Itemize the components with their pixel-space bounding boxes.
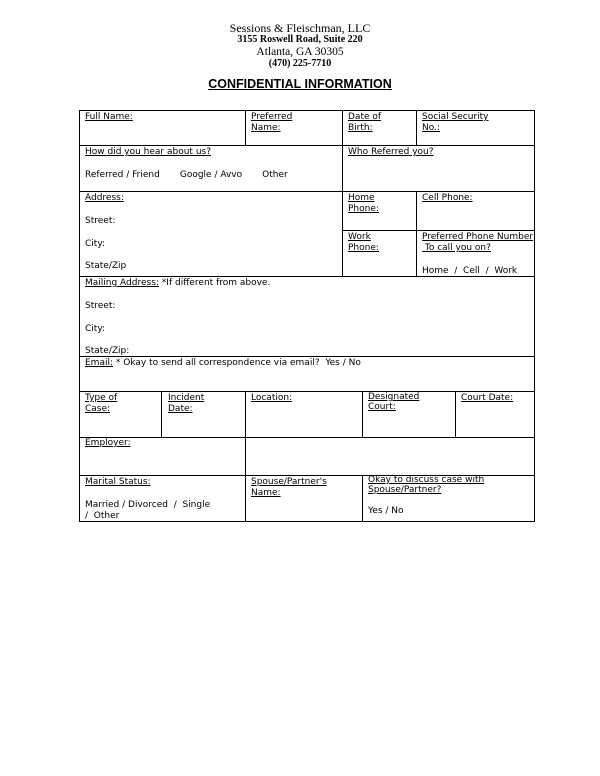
spouse-name-label: Spouse/Partner's <box>251 477 327 487</box>
discuss-case-label: Okay to discuss case with <box>368 475 485 485</box>
mailing-address-label: Mailing Address: <box>85 278 159 288</box>
referral-source-label: How did you hear about us? <box>85 147 211 157</box>
discuss-case-options: Yes / No <box>368 506 404 516</box>
mailing-state-zip-label: State/Zip: <box>85 346 130 356</box>
home-phone-label: Phone: <box>348 204 379 214</box>
date-of-birth-label: Date of <box>348 112 382 122</box>
home-phone-label: Home <box>348 193 375 203</box>
mailing-address-note: *If different from above. <box>158 278 271 288</box>
location-label: Location: <box>251 393 293 403</box>
table-border-bottom <box>79 521 535 522</box>
preferred-name-label: Preferred <box>251 112 293 122</box>
divider <box>245 475 246 521</box>
preferred-phone-label: To call you on? <box>422 243 491 253</box>
email-consent-note: * Okay to send all correspondence via email? Yes / No <box>113 358 361 368</box>
referral-source-options: Referred / Friend Google / Avvo Other <box>85 170 288 180</box>
incident-date-label: Incident <box>168 393 205 403</box>
marital-status-options: / Other <box>85 511 120 521</box>
firm-address-line2: Atlanta, GA 30305 <box>256 46 344 58</box>
divider <box>245 391 246 437</box>
divider <box>245 437 246 475</box>
work-phone-label: Phone: <box>348 243 379 253</box>
date-of-birth-label: Birth: <box>348 123 373 133</box>
table-border-top <box>79 110 535 111</box>
address-label: Address: <box>85 193 124 203</box>
email-row <box>85 358 361 369</box>
designated-court-label: Court: <box>368 402 396 412</box>
discuss-case-label: Spouse/Partner? <box>368 485 442 495</box>
street-label: Street: <box>85 216 116 226</box>
incident-date-label: Date: <box>168 404 193 414</box>
divider <box>245 110 246 145</box>
divider <box>416 110 417 145</box>
table-border-left <box>79 110 80 522</box>
divider <box>79 356 535 357</box>
employer-label: Employer: <box>85 438 131 448</box>
marital-status-label: Marital Status: <box>85 477 151 487</box>
ssn-label: Social Security <box>422 112 489 122</box>
spouse-name-label: Name: <box>251 488 281 498</box>
divider <box>455 391 456 437</box>
email-label: Email: <box>85 358 114 368</box>
who-referred-label: Who Referred you? <box>348 147 434 157</box>
full-name-label: Full Name: <box>85 112 133 122</box>
divider <box>416 191 417 276</box>
preferred-phone-options: Home / Cell / Work <box>422 266 518 276</box>
form-title: CONFIDENTIAL INFORMATION <box>208 77 392 91</box>
intake-form-table <box>79 110 535 522</box>
mailing-city-label: City: <box>85 324 106 334</box>
divider <box>79 145 535 146</box>
ssn-label: No.: <box>422 123 440 133</box>
divider <box>342 191 343 276</box>
marital-status-options: Married / Divorced / Single <box>85 500 211 510</box>
divider <box>362 391 363 437</box>
city-label: City: <box>85 239 106 249</box>
preferred-name-label: Name: <box>251 123 281 133</box>
mailing-street-label: Street: <box>85 301 116 311</box>
preferred-phone-label: Preferred Phone Number <box>422 232 534 242</box>
work-phone-label: Work <box>348 232 371 242</box>
mailing-address-row <box>85 278 270 289</box>
divider <box>79 391 535 392</box>
table-border-right <box>534 110 535 522</box>
firm-address-line1: 3155 Roswell Road, Suite 220 <box>237 34 363 45</box>
divider <box>342 145 343 191</box>
state-zip-label: State/Zip <box>85 261 127 271</box>
designated-court-label: Designated <box>368 392 420 402</box>
cell-phone-label: Cell Phone: <box>422 193 473 203</box>
divider <box>362 475 363 521</box>
type-of-case-label: Case: <box>85 404 111 414</box>
divider <box>79 191 535 192</box>
divider <box>342 230 535 231</box>
court-date-label: Court Date: <box>461 393 514 403</box>
firm-phone: (470) 225-7710 <box>268 58 332 69</box>
divider <box>79 437 535 438</box>
firm-name: Sessions & Fleischman, LLC <box>229 21 371 35</box>
divider <box>342 110 343 145</box>
type-of-case-label: Type of <box>85 393 118 403</box>
divider <box>161 391 162 437</box>
